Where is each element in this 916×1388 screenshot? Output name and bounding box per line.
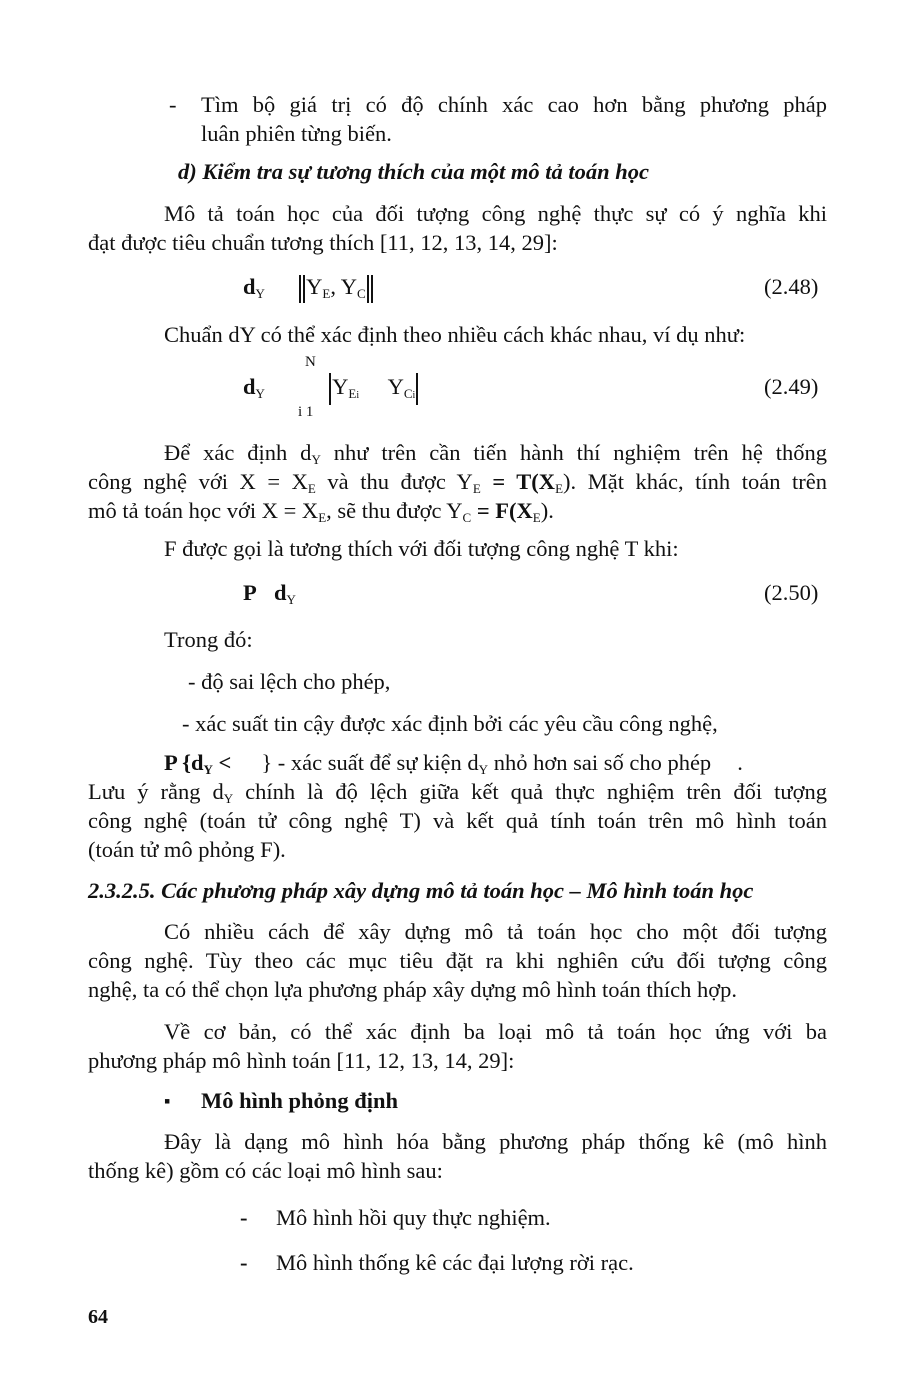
- equation-number-2-50: (2.50): [764, 580, 819, 605]
- list-dash: -: [240, 1205, 248, 1230]
- para3-line3: mô tả toán học với $X = X_E$, sẽ thu được $Y_C = F(X_E)$.: [88, 498, 554, 525]
- para2: Chuẩn dY có thể xác định theo nhiều cách khác nhau, ví dụ như:: [164, 322, 746, 347]
- section-heading: 2.3.2.5. Các phương pháp xây dựng mô tả toán học – Mô hình toán học: [88, 878, 754, 903]
- para8-line1: Đây là dạng mô hình hóa bằng phương pháp thống kê (mô hình: [164, 1129, 827, 1154]
- para5-line4: (toán tử mô phỏng F).: [88, 837, 286, 862]
- subheading-bullet: ▪: [164, 1091, 171, 1111]
- equation-2-50: P $d_Y$: [243, 580, 296, 607]
- definition-1: - độ sai lệch cho phép,: [188, 669, 391, 694]
- list-dash: -: [240, 1250, 248, 1275]
- list-item: Mô hình thống kê các đại lượng rời rạc.: [276, 1250, 634, 1275]
- para5-line2: Lưu ý rằng $d_Y$ chính là độ lệch giữa kết quả thực nghiệm trên đối tượng: [88, 779, 827, 806]
- bullet-text-line2: luân phiên từng biến.: [201, 121, 392, 146]
- para3-line2: công nghệ với $X = X_E$ và thu được $Y_E = T(X_E)$. Mặt khác, tính toán trên: [88, 469, 828, 496]
- definition-2: - xác suất tin cậy được xác định bởi các yêu cầu công nghệ,: [182, 711, 718, 736]
- equation-number-2-49: (2.49): [764, 374, 819, 399]
- subheading: Mô hình phỏng định: [201, 1088, 398, 1113]
- bullet-dash: -: [169, 92, 177, 117]
- sum-lower-limit: i 1: [298, 404, 314, 420]
- page-number: 64: [88, 1306, 108, 1328]
- para5-line1: P {$d_Y$ < } - xác suất để sự kiện $d_Y$ nhỏ hơn sai số cho phép .: [164, 750, 743, 777]
- heading-d: d) Kiểm tra sự tương thích của một mô tả toán học: [178, 159, 649, 184]
- equation-2-49: $d_Y$ $Y_{Ei}$ $Y_{Ci}$: [243, 372, 419, 405]
- sum-upper-limit: N: [305, 354, 316, 370]
- list-item: Mô hình hồi quy thực nghiệm.: [276, 1205, 551, 1230]
- para1-line2: đạt được tiêu chuẩn tương thích [11, 12, 13, 14, 29]:: [88, 230, 558, 255]
- para7-line2: phương pháp mô hình toán [11, 12, 13, 14, 29]:: [88, 1048, 515, 1073]
- equation-number-2-48: (2.48): [764, 274, 819, 299]
- trong-do: Trong đó:: [164, 627, 253, 652]
- para3-line1: Để xác định $d_Y$ như trên cần tiến hành thí nghiệm trên hệ thống: [164, 440, 827, 467]
- para6-line3: nghệ, ta có thể chọn lựa phương pháp xây dựng mô hình toán thích hợp.: [88, 977, 738, 1002]
- equation-2-48: $d_Y$ $Y_E$, $Y_C$: [243, 272, 374, 303]
- para1-line1: Mô tả toán học của đối tượng công nghệ thực sự có ý nghĩa khi: [164, 201, 827, 226]
- para5-line3: công nghệ (toán tử công nghệ T) và kết quả tính toán trên mô hình toán: [88, 808, 827, 833]
- para6-line2: công nghệ. Tùy theo các mục tiêu đặt ra khi nghiên cứu đối tượng công: [88, 948, 827, 973]
- para7-line1: Về cơ bản, có thể xác định ba loại mô tả toán học ứng với ba: [164, 1019, 827, 1044]
- para8-line2: thống kê) gồm có các loại mô hình sau:: [88, 1158, 443, 1183]
- para6-line1: Có nhiều cách để xây dựng mô tả toán học cho một đối tượng: [164, 919, 827, 944]
- bullet-text-line1: Tìm bộ giá trị có độ chính xác cao hơn bằng phương pháp: [201, 92, 827, 117]
- para4: F được gọi là tương thích với đối tượng công nghệ T khi:: [164, 536, 679, 561]
